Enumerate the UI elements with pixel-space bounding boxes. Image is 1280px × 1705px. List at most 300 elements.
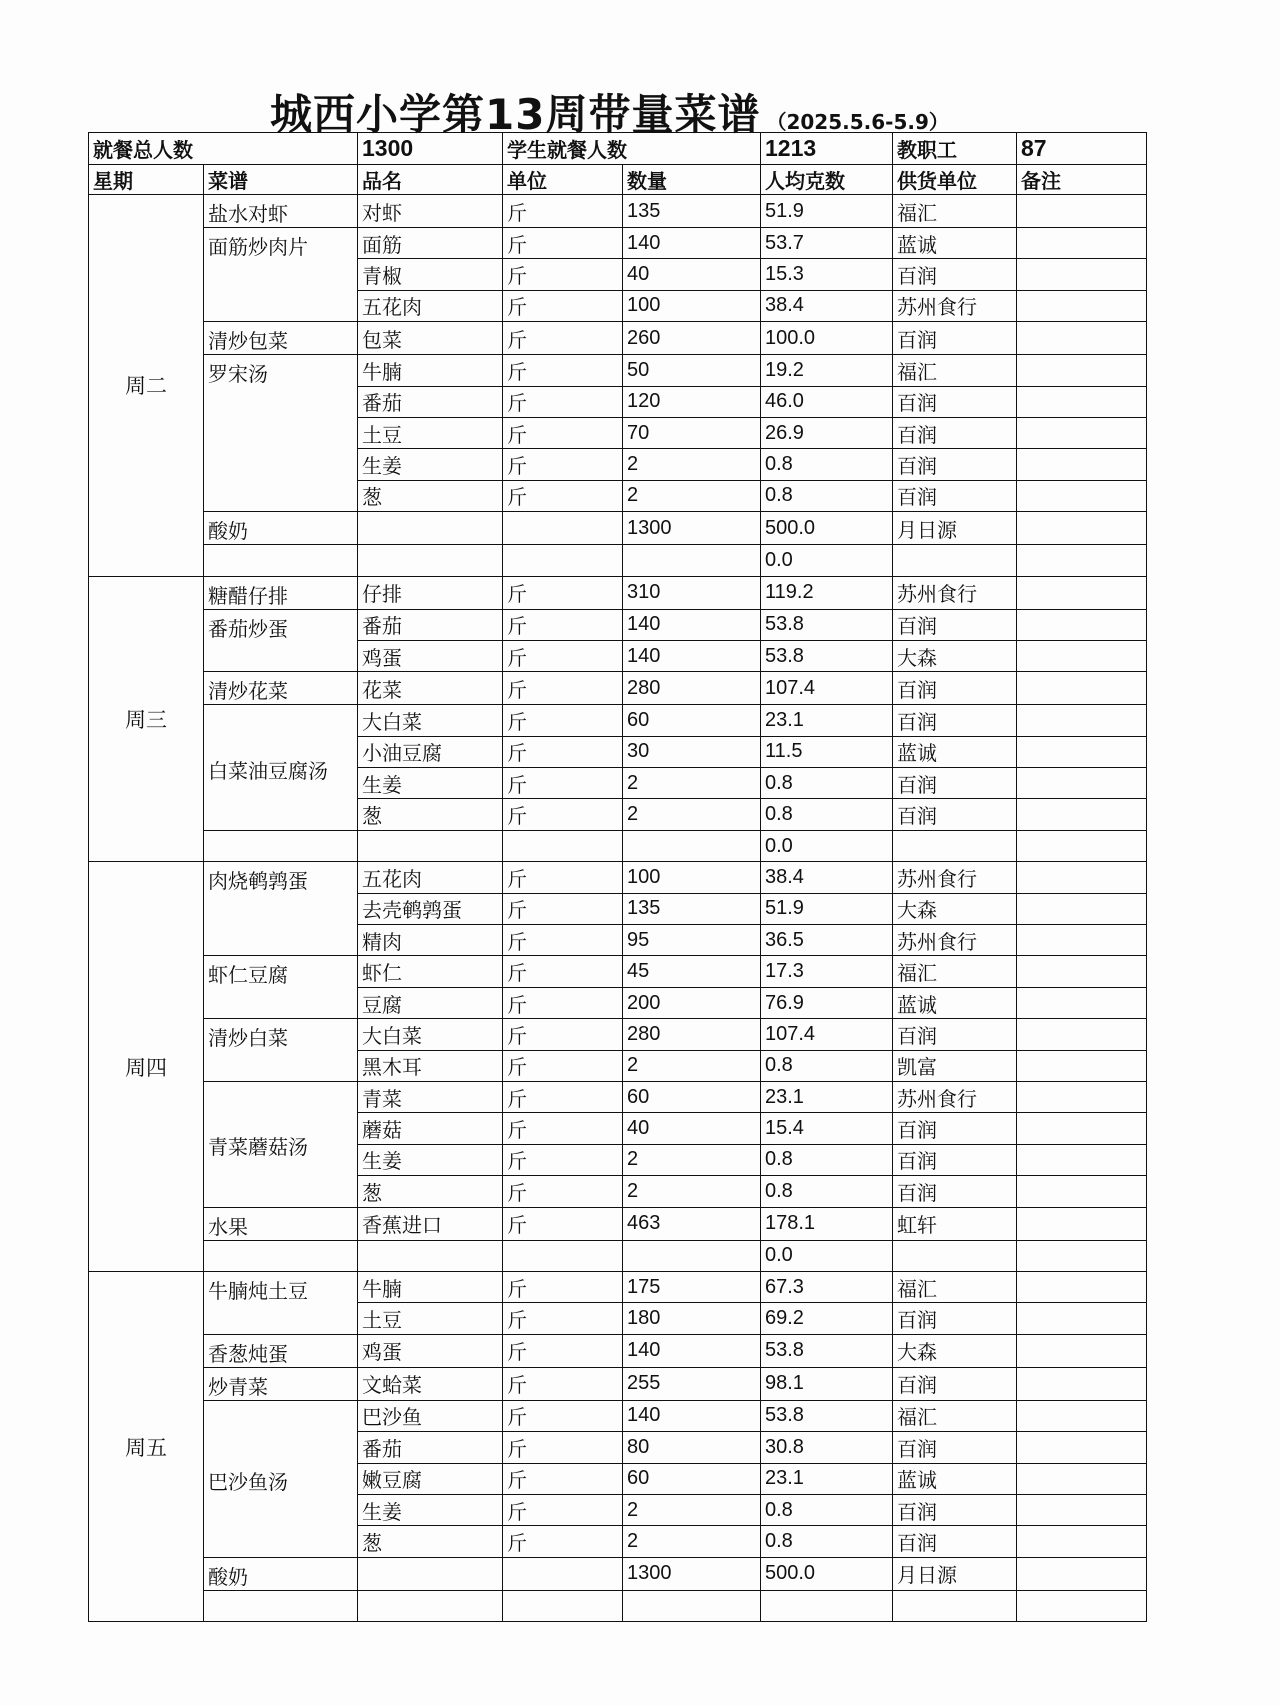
- quantity-cell: 260: [623, 322, 761, 355]
- unit-cell: 斤: [503, 290, 623, 321]
- unit-cell: 斤: [503, 1432, 623, 1463]
- supplier-cell: 百润: [893, 1019, 1017, 1050]
- item-name-cell: 葱: [358, 1526, 503, 1557]
- table-row: [89, 1557, 1147, 1590]
- per-person-grams-cell: 76.9: [761, 987, 893, 1018]
- dish-name-cell: 香葱炖蛋: [204, 1334, 358, 1367]
- unit-cell: [503, 830, 623, 861]
- supplier-cell: 百润: [893, 1176, 1017, 1207]
- quantity-cell: [623, 545, 761, 576]
- per-person-grams-cell: 53.8: [761, 640, 893, 671]
- remarks-cell: [1017, 799, 1147, 830]
- remarks-cell: [1017, 1303, 1147, 1334]
- quantity-cell: 95: [623, 925, 761, 956]
- unit-cell: 斤: [503, 672, 623, 705]
- supplier-cell: 百润: [893, 1526, 1017, 1557]
- per-person-grams-cell: 30.8: [761, 1432, 893, 1463]
- table-row: [89, 956, 1147, 987]
- table-row: [89, 830, 1147, 861]
- remarks-cell: [1017, 576, 1147, 609]
- per-person-grams-cell: 500.0: [761, 512, 893, 545]
- supplier-cell: 蓝诚: [893, 228, 1017, 259]
- unit-cell: 斤: [503, 1271, 623, 1302]
- dish-name-cell: [204, 1240, 358, 1271]
- per-person-grams-cell: 46.0: [761, 386, 893, 417]
- quantity-cell: 2: [623, 799, 761, 830]
- unit-cell: 斤: [503, 609, 623, 640]
- quantity-cell: 2: [623, 1526, 761, 1557]
- item-name-cell: 生姜: [358, 449, 503, 480]
- supplier-cell: 福汇: [893, 195, 1017, 228]
- quantity-cell: 255: [623, 1367, 761, 1400]
- supplier-cell: 百润: [893, 1367, 1017, 1400]
- supplier-cell: 百润: [893, 1432, 1017, 1463]
- remarks-cell: [1017, 1494, 1147, 1525]
- table-row: [89, 228, 1147, 259]
- per-person-grams-cell: 0.8: [761, 1050, 893, 1081]
- item-name-cell: [358, 830, 503, 861]
- per-person-grams-cell: 11.5: [761, 736, 893, 767]
- per-person-grams-cell: 51.9: [761, 893, 893, 924]
- dish-name-cell: 水果: [204, 1207, 358, 1240]
- quantity-cell: 140: [623, 1400, 761, 1431]
- remarks-cell: [1017, 322, 1147, 355]
- quantity-cell: 70: [623, 417, 761, 448]
- table-row: [89, 322, 1147, 355]
- remarks-cell: [1017, 386, 1147, 417]
- table-row: [89, 1400, 1147, 1431]
- remarks-cell: [1017, 1207, 1147, 1240]
- per-person-grams-cell: 98.1: [761, 1367, 893, 1400]
- item-name-cell: 文蛤菜: [358, 1367, 503, 1400]
- supplier-cell: [893, 830, 1017, 861]
- unit-cell: 斤: [503, 925, 623, 956]
- quantity-cell: 100: [623, 290, 761, 321]
- dish-name-cell: 清炒花菜: [204, 672, 358, 705]
- weekday-cell: 周三: [89, 576, 204, 862]
- per-person-grams-cell: 38.4: [761, 290, 893, 321]
- supplier-cell: 蓝诚: [893, 987, 1017, 1018]
- unit-cell: [503, 1240, 623, 1271]
- per-person-grams-cell: 0.8: [761, 1526, 893, 1557]
- item-name-cell: 牛腩: [358, 1271, 503, 1302]
- per-person-grams-cell: 15.3: [761, 259, 893, 290]
- quantity-cell: 463: [623, 1207, 761, 1240]
- header-supplier: 供货单位: [893, 165, 1017, 195]
- table-row: [89, 1207, 1147, 1240]
- quantity-cell: 60: [623, 1463, 761, 1494]
- unit-cell: 斤: [503, 1019, 623, 1050]
- staff-label: 教职工: [893, 133, 1017, 165]
- dish-name-cell: 盐水对虾: [204, 195, 358, 228]
- quantity-cell: 2: [623, 1176, 761, 1207]
- dish-name-cell: 肉烧鹌鹑蛋: [204, 862, 358, 956]
- remarks-cell: [1017, 1081, 1147, 1112]
- supplier-cell: 苏州食行: [893, 862, 1017, 893]
- per-person-grams-cell: 0.0: [761, 545, 893, 576]
- remarks-cell: [1017, 768, 1147, 799]
- supplier-cell: 百润: [893, 386, 1017, 417]
- table-row: [89, 609, 1147, 640]
- unit-cell: 斤: [503, 1463, 623, 1494]
- student-diners-value: 1213: [761, 133, 893, 165]
- dish-name-cell: 虾仁豆腐: [204, 956, 358, 1019]
- unit-cell: 斤: [503, 1113, 623, 1144]
- dish-name-cell: 青菜蘑菇汤: [204, 1081, 358, 1207]
- column-header-row: [89, 165, 1147, 195]
- supplier-cell: 百润: [893, 449, 1017, 480]
- remarks-cell: [1017, 862, 1147, 893]
- remarks-cell: [1017, 1176, 1147, 1207]
- supplier-cell: 大森: [893, 640, 1017, 671]
- supplier-cell: 福汇: [893, 956, 1017, 987]
- unit-cell: 斤: [503, 480, 623, 511]
- unit-cell: 斤: [503, 1176, 623, 1207]
- remarks-cell: [1017, 1144, 1147, 1175]
- supplier-cell: 月日源: [893, 512, 1017, 545]
- table-row: [89, 672, 1147, 705]
- table-row: [89, 195, 1147, 228]
- remarks-cell: [1017, 1557, 1147, 1590]
- item-name-cell: [358, 545, 503, 576]
- quantity-cell: 45: [623, 956, 761, 987]
- supplier-cell: 苏州食行: [893, 290, 1017, 321]
- supplier-cell: 大森: [893, 1334, 1017, 1367]
- per-person-grams-cell: 53.7: [761, 228, 893, 259]
- supplier-cell: 福汇: [893, 1400, 1017, 1431]
- per-person-grams-cell: 17.3: [761, 956, 893, 987]
- dish-name-cell: 酸奶: [204, 1557, 358, 1590]
- item-name-cell: 花菜: [358, 672, 503, 705]
- header-quantity: 数量: [623, 165, 761, 195]
- remarks-cell: [1017, 449, 1147, 480]
- remarks-cell: [1017, 1432, 1147, 1463]
- dish-name-cell: 清炒白菜: [204, 1019, 358, 1082]
- dish-name-cell: 牛腩炖土豆: [204, 1271, 358, 1334]
- per-person-grams-cell: 0.8: [761, 1494, 893, 1525]
- per-person-grams-cell: 53.8: [761, 609, 893, 640]
- quantity-cell: 120: [623, 386, 761, 417]
- quantity-cell: 1300: [623, 512, 761, 545]
- per-person-grams-cell: 26.9: [761, 417, 893, 448]
- remarks-cell: [1017, 1400, 1147, 1431]
- remarks-cell: [1017, 956, 1147, 987]
- item-name-cell: 土豆: [358, 417, 503, 448]
- table-row: [89, 1590, 1147, 1621]
- supplier-cell: 福汇: [893, 1271, 1017, 1302]
- table-row: [89, 1271, 1147, 1302]
- dish-name-cell: 炒青菜: [204, 1367, 358, 1400]
- quantity-cell: 50: [623, 355, 761, 386]
- per-person-grams-cell: 53.8: [761, 1400, 893, 1431]
- weekday-cell: 周二: [89, 195, 204, 577]
- student-diners-label: 学生就餐人数: [503, 133, 761, 165]
- remarks-cell: [1017, 480, 1147, 511]
- quantity-cell: 280: [623, 1019, 761, 1050]
- item-name-cell: 生姜: [358, 1494, 503, 1525]
- unit-cell: 斤: [503, 1367, 623, 1400]
- supplier-cell: 百润: [893, 768, 1017, 799]
- quantity-cell: 135: [623, 195, 761, 228]
- supplier-cell: 苏州食行: [893, 576, 1017, 609]
- unit-cell: [503, 1590, 623, 1621]
- per-person-grams-cell: 23.1: [761, 1463, 893, 1494]
- item-name-cell: 葱: [358, 480, 503, 511]
- remarks-cell: [1017, 259, 1147, 290]
- remarks-cell: [1017, 1590, 1147, 1621]
- supplier-cell: 百润: [893, 1303, 1017, 1334]
- per-person-grams-cell: 107.4: [761, 1019, 893, 1050]
- table-row: [89, 862, 1147, 893]
- quantity-cell: 2: [623, 480, 761, 511]
- item-name-cell: [358, 512, 503, 545]
- item-name-cell: 包菜: [358, 322, 503, 355]
- quantity-cell: 135: [623, 893, 761, 924]
- quantity-cell: 80: [623, 1432, 761, 1463]
- item-name-cell: 番茄: [358, 609, 503, 640]
- unit-cell: 斤: [503, 576, 623, 609]
- per-person-grams-cell: 0.8: [761, 449, 893, 480]
- unit-cell: 斤: [503, 386, 623, 417]
- unit-cell: 斤: [503, 893, 623, 924]
- quantity-cell: 100: [623, 862, 761, 893]
- dish-name-cell: 糖醋仔排: [204, 576, 358, 609]
- remarks-cell: [1017, 1271, 1147, 1302]
- supplier-cell: 百润: [893, 672, 1017, 705]
- per-person-grams-cell: 19.2: [761, 355, 893, 386]
- item-name-cell: 香蕉进口: [358, 1207, 503, 1240]
- quantity-cell: 30: [623, 736, 761, 767]
- quantity-cell: [623, 830, 761, 861]
- unit-cell: 斤: [503, 1400, 623, 1431]
- table-row: [89, 1081, 1147, 1112]
- quantity-cell: 2: [623, 449, 761, 480]
- unit-cell: 斤: [503, 956, 623, 987]
- remarks-cell: [1017, 545, 1147, 576]
- per-person-grams-cell: 15.4: [761, 1113, 893, 1144]
- remarks-cell: [1017, 736, 1147, 767]
- table-row: [89, 1019, 1147, 1050]
- total-diners-value: 1300: [358, 133, 503, 165]
- per-person-grams-cell: 51.9: [761, 195, 893, 228]
- item-name-cell: 巴沙鱼: [358, 1400, 503, 1431]
- item-name-cell: 豆腐: [358, 987, 503, 1018]
- supplier-cell: [893, 1240, 1017, 1271]
- per-person-grams-cell: 38.4: [761, 862, 893, 893]
- item-name-cell: 对虾: [358, 195, 503, 228]
- supplier-cell: 百润: [893, 609, 1017, 640]
- table-row: [89, 1334, 1147, 1367]
- dish-name-cell: [204, 545, 358, 576]
- remarks-cell: [1017, 290, 1147, 321]
- item-name-cell: 蘑菇: [358, 1113, 503, 1144]
- supplier-cell: 苏州食行: [893, 1081, 1017, 1112]
- per-person-grams-cell: 0.8: [761, 1144, 893, 1175]
- remarks-cell: [1017, 1050, 1147, 1081]
- per-person-grams-cell: 0.8: [761, 480, 893, 511]
- total-diners-label: 就餐总人数: [89, 133, 358, 165]
- per-person-grams-cell: 119.2: [761, 576, 893, 609]
- item-name-cell: 青菜: [358, 1081, 503, 1112]
- remarks-cell: [1017, 512, 1147, 545]
- item-name-cell: 大白菜: [358, 705, 503, 736]
- table-row: [89, 1367, 1147, 1400]
- remarks-cell: [1017, 417, 1147, 448]
- dish-name-cell: 番茄炒蛋: [204, 609, 358, 672]
- quantity-cell: 140: [623, 640, 761, 671]
- unit-cell: [503, 512, 623, 545]
- header-menu: 菜谱: [204, 165, 358, 195]
- table-row: [89, 545, 1147, 576]
- unit-cell: 斤: [503, 1526, 623, 1557]
- supplier-cell: 百润: [893, 259, 1017, 290]
- supplier-cell: 蓝诚: [893, 1463, 1017, 1494]
- remarks-cell: [1017, 1113, 1147, 1144]
- remarks-cell: [1017, 640, 1147, 671]
- quantity-cell: 310: [623, 576, 761, 609]
- supplier-cell: 百润: [893, 417, 1017, 448]
- supplier-cell: 蓝诚: [893, 736, 1017, 767]
- remarks-cell: [1017, 1367, 1147, 1400]
- supplier-cell: 大森: [893, 893, 1017, 924]
- quantity-cell: 140: [623, 228, 761, 259]
- unit-cell: 斤: [503, 1144, 623, 1175]
- dish-name-cell: [204, 830, 358, 861]
- per-person-grams-cell: 178.1: [761, 1207, 893, 1240]
- header-per-person: 人均克数: [761, 165, 893, 195]
- item-name-cell: 五花肉: [358, 290, 503, 321]
- remarks-cell: [1017, 672, 1147, 705]
- unit-cell: 斤: [503, 862, 623, 893]
- unit-cell: 斤: [503, 1207, 623, 1240]
- unit-cell: 斤: [503, 799, 623, 830]
- per-person-grams-cell: 0.8: [761, 768, 893, 799]
- item-name-cell: 面筋: [358, 228, 503, 259]
- title-text: 城西小学第13周带量菜谱: [270, 90, 761, 139]
- supplier-cell: 百润: [893, 322, 1017, 355]
- unit-cell: 斤: [503, 705, 623, 736]
- menu-table: [88, 132, 1147, 1622]
- unit-cell: 斤: [503, 1334, 623, 1367]
- item-name-cell: [358, 1240, 503, 1271]
- table-row: [89, 512, 1147, 545]
- quantity-cell: 1300: [623, 1557, 761, 1590]
- unit-cell: 斤: [503, 1081, 623, 1112]
- per-person-grams-cell: 0.0: [761, 1240, 893, 1271]
- unit-cell: 斤: [503, 1494, 623, 1525]
- item-name-cell: 嫩豆腐: [358, 1463, 503, 1494]
- supplier-cell: [893, 1590, 1017, 1621]
- per-person-grams-cell: [761, 1590, 893, 1621]
- supplier-cell: 福汇: [893, 355, 1017, 386]
- item-name-cell: 去壳鹌鹑蛋: [358, 893, 503, 924]
- quantity-cell: 2: [623, 1494, 761, 1525]
- dish-name-cell: 罗宋汤: [204, 355, 358, 512]
- header-weekday: 星期: [89, 165, 204, 195]
- supplier-cell: 百润: [893, 705, 1017, 736]
- supplier-cell: [893, 545, 1017, 576]
- quantity-cell: 140: [623, 1334, 761, 1367]
- unit-cell: 斤: [503, 195, 623, 228]
- unit-cell: [503, 1557, 623, 1590]
- quantity-cell: 40: [623, 259, 761, 290]
- unit-cell: 斤: [503, 259, 623, 290]
- supplier-cell: 凯富: [893, 1050, 1017, 1081]
- item-name-cell: 五花肉: [358, 862, 503, 893]
- supplier-cell: 百润: [893, 480, 1017, 511]
- item-name-cell: 葱: [358, 799, 503, 830]
- dish-name-cell: 白菜油豆腐汤: [204, 705, 358, 831]
- unit-cell: 斤: [503, 987, 623, 1018]
- item-name-cell: 牛腩: [358, 355, 503, 386]
- unit-cell: 斤: [503, 449, 623, 480]
- per-person-grams-cell: 0.8: [761, 1176, 893, 1207]
- dish-name-cell: 清炒包菜: [204, 322, 358, 355]
- supplier-cell: 苏州食行: [893, 925, 1017, 956]
- remarks-cell: [1017, 1019, 1147, 1050]
- summary-row: [89, 133, 1147, 165]
- item-name-cell: 小油豆腐: [358, 736, 503, 767]
- supplier-cell: 百润: [893, 1494, 1017, 1525]
- per-person-grams-cell: 36.5: [761, 925, 893, 956]
- table-row: [89, 1240, 1147, 1271]
- remarks-cell: [1017, 705, 1147, 736]
- per-person-grams-cell: 23.1: [761, 705, 893, 736]
- unit-cell: 斤: [503, 322, 623, 355]
- remarks-cell: [1017, 1240, 1147, 1271]
- quantity-cell: 200: [623, 987, 761, 1018]
- unit-cell: 斤: [503, 1050, 623, 1081]
- supplier-cell: 虹轩: [893, 1207, 1017, 1240]
- supplier-cell: 百润: [893, 799, 1017, 830]
- remarks-cell: [1017, 195, 1147, 228]
- table-row: [89, 576, 1147, 609]
- item-name-cell: 番茄: [358, 386, 503, 417]
- unit-cell: [503, 545, 623, 576]
- per-person-grams-cell: 100.0: [761, 322, 893, 355]
- unit-cell: 斤: [503, 640, 623, 671]
- item-name-cell: 大白菜: [358, 1019, 503, 1050]
- remarks-cell: [1017, 925, 1147, 956]
- item-name-cell: 番茄: [358, 1432, 503, 1463]
- remarks-cell: [1017, 355, 1147, 386]
- remarks-cell: [1017, 893, 1147, 924]
- supplier-cell: 百润: [893, 1113, 1017, 1144]
- quantity-cell: [623, 1240, 761, 1271]
- dish-name-cell: 巴沙鱼汤: [204, 1400, 358, 1557]
- remarks-cell: [1017, 1334, 1147, 1367]
- item-name-cell: 精肉: [358, 925, 503, 956]
- quantity-cell: 2: [623, 1050, 761, 1081]
- quantity-cell: 60: [623, 705, 761, 736]
- quantity-cell: 2: [623, 768, 761, 799]
- quantity-cell: 40: [623, 1113, 761, 1144]
- table-row: [89, 355, 1147, 386]
- item-name-cell: 鸡蛋: [358, 640, 503, 671]
- header-remarks: 备注: [1017, 165, 1147, 195]
- per-person-grams-cell: 0.8: [761, 799, 893, 830]
- item-name-cell: 青椒: [358, 259, 503, 290]
- remarks-cell: [1017, 987, 1147, 1018]
- supplier-cell: 月日源: [893, 1557, 1017, 1590]
- unit-cell: 斤: [503, 228, 623, 259]
- per-person-grams-cell: 69.2: [761, 1303, 893, 1334]
- per-person-grams-cell: 500.0: [761, 1557, 893, 1590]
- item-name-cell: 仔排: [358, 576, 503, 609]
- remarks-cell: [1017, 830, 1147, 861]
- header-unit: 单位: [503, 165, 623, 195]
- quantity-cell: 180: [623, 1303, 761, 1334]
